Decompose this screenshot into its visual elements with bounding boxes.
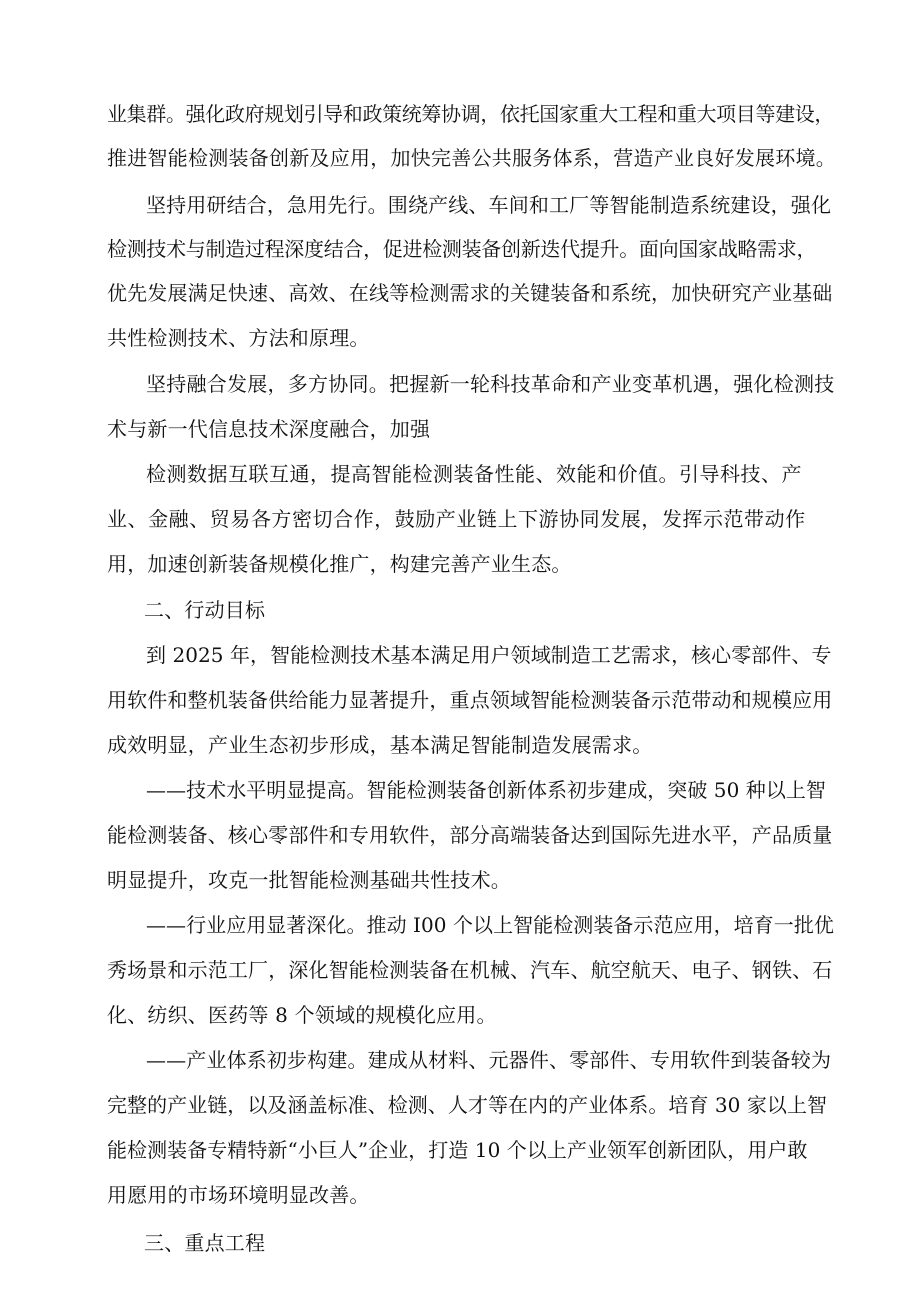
section-heading: 二、行动目标 bbox=[144, 598, 266, 622]
text-line: 共性检测技术、方法和原理。 bbox=[107, 326, 370, 350]
text-line: ——技术水平明显提高。智能检测装备创新体系初步建成，突破 50 种以上智 bbox=[146, 778, 826, 802]
text-line: 明显提升，攻克一批智能检测基础共性技术。 bbox=[107, 868, 511, 892]
text-line: 到 2025 年，智能检测技术基本满足用户领域制造工艺需求，核心零部件、专 bbox=[146, 643, 832, 667]
text-line: 坚持用研结合，急用先行。围绕产线、车间和工厂等智能制造系统建设，强化 bbox=[146, 193, 832, 217]
text-line: 成效明显，产业生态初步形成，基本满足智能制造发展需求。 bbox=[107, 733, 653, 757]
text-line: 能检测装备、核心零部件和专用软件，部分高端装备达到国际先进水平，产品质量 bbox=[107, 823, 833, 847]
text-line: 坚持融合发展，多方协同。把握新一轮科技革命和产业变革机遇，强化检测技 bbox=[146, 372, 835, 396]
text-line: 用，加速创新装备规模化推广，构建完善产业生态。 bbox=[107, 552, 572, 576]
text-line: 完整的产业链，以及涵盖标准、检测、人才等在内的产业体系。培育 30 家以上智 bbox=[107, 1093, 828, 1117]
text-line: 术与新一代信息技术深度融合，加强 bbox=[107, 417, 431, 441]
text-line: ——产业体系初步构建。建成从材料、元器件、零部件、专用软件到装备较为 bbox=[146, 1048, 832, 1072]
text-line: ——行业应用显著深化。推动 I00 个以上智能检测装备示范应用，培育一批优 bbox=[146, 913, 834, 937]
text-line: 化、纺织、医药等 8 个领域的规模化应用。 bbox=[107, 1003, 497, 1027]
text-line: 检测技术与制造过程深度结合，促进检测装备创新迭代提升。面向国家战略需求， bbox=[107, 237, 817, 261]
text-line: 检测数据互联互通，提高智能检测装备性能、效能和价值。引导科技、产 bbox=[146, 462, 802, 486]
text-line: 秀场景和示范工厂，深化智能检测装备在机械、汽车、航空航天、电子、钢铁、石 bbox=[107, 958, 833, 982]
text-line: 业、金融、贸易各方密切合作，鼓励产业链上下游协同发展，发挥示范带动作 bbox=[107, 507, 806, 531]
text-line: 用愿用的市场环境明显改善。 bbox=[107, 1183, 370, 1207]
text-line: 能检测装备专精特新“小巨人”企业，打造 10 个以上产业领军创新团队，用户敢 bbox=[107, 1138, 808, 1162]
section-heading: 三、重点工程 bbox=[144, 1231, 266, 1255]
text-line: 优先发展满足快速、高效、在线等检测需求的关键装备和系统，加快研究产业基础 bbox=[107, 281, 833, 305]
text-line: 推进智能检测装备创新及应用，加快完善公共服务体系，营造产业良好发展环境。 bbox=[107, 146, 836, 170]
text-line: 用软件和整机装备供给能力显著提升，重点领域智能检测装备示范带动和规模应用 bbox=[107, 688, 833, 712]
text-line: 业集群。强化政府规划引导和政策统筹协调，依托国家重大工程和重大项目等建设， bbox=[107, 102, 835, 126]
